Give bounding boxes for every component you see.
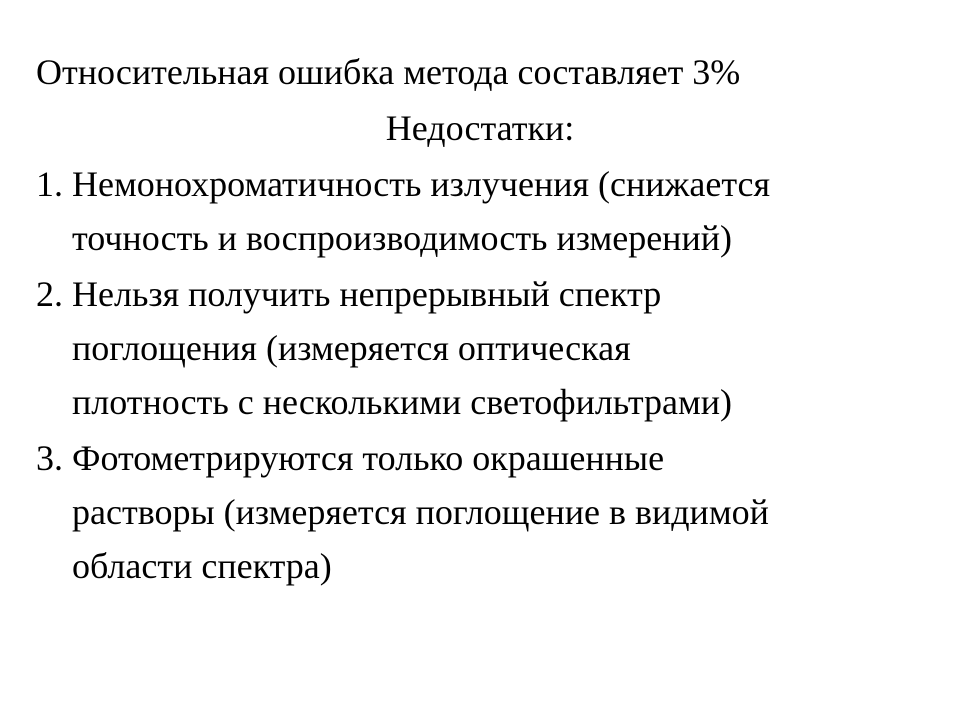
intro-text: Относительная ошибка метода составляет 3% xyxy=(36,52,741,92)
list-item-first-line: 2. Нельзя получить непрерывный спектр xyxy=(36,274,662,314)
disadvantages-heading: Недостатки: xyxy=(385,108,575,148)
list-item-first-line: 3. Фотометрируются только окрашенные xyxy=(36,438,665,478)
list-item-continuation: растворы (измеряется поглощение в видимой области спектра) xyxy=(72,492,769,586)
list-item-continuation: точность и воспроизводимость измерений) xyxy=(72,218,732,258)
list-item-first-line: 1. Немонохроматичность излучения (снижается xyxy=(36,164,771,204)
list-item-continuation: поглощения (измеряется оптическая плотность с несколькими светофильтрами) xyxy=(72,328,733,422)
